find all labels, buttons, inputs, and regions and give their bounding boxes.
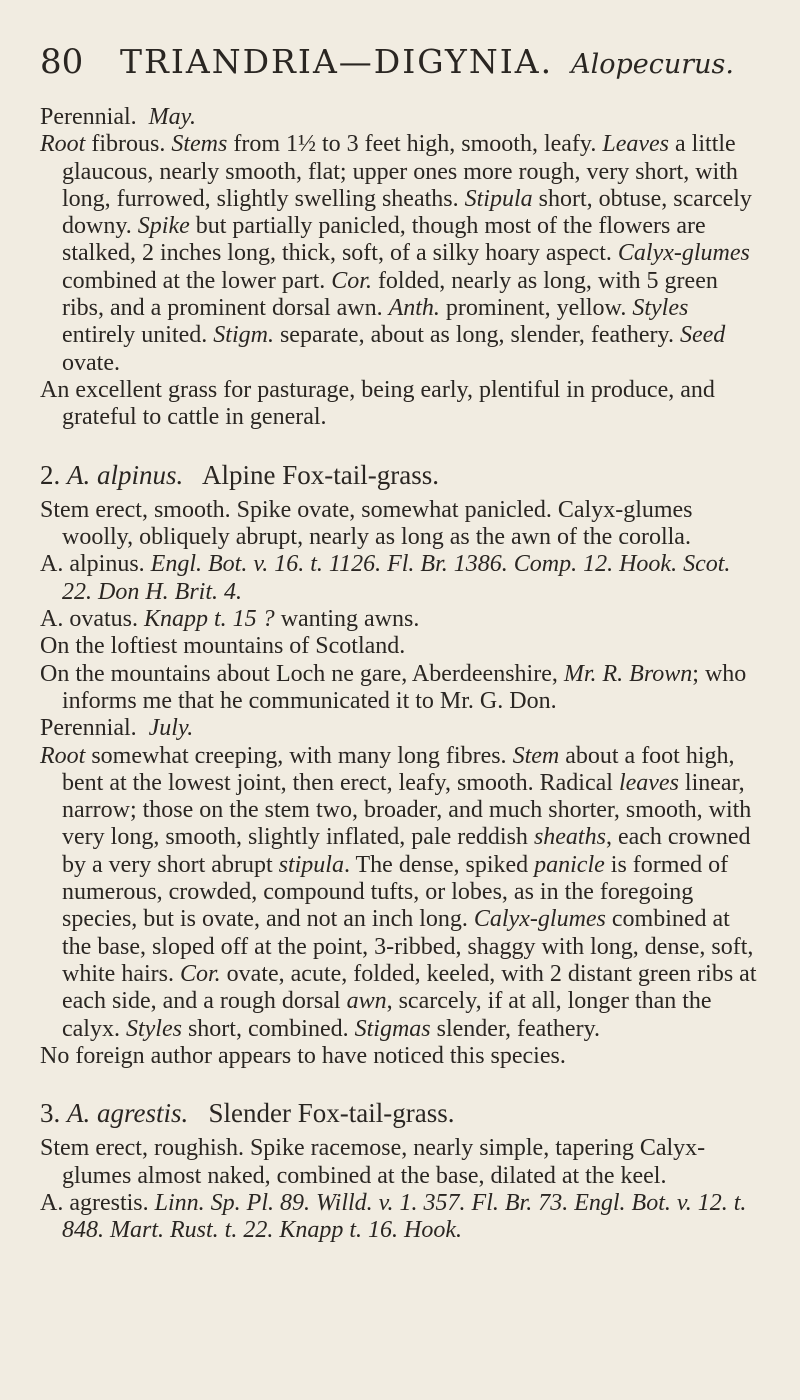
sp1-t-spike-desc: but partially panicled, though most of the flowers are stalked, 2 inches long, thick, soft, of a silky hoary aspect. (62, 213, 706, 267)
sp2-syn2-ref: Knapp t. 15 ? (144, 606, 275, 633)
sp3-synonym-1 (40, 1190, 760, 1245)
sp2-diagnosis: Stem erect, smooth. Spike ovate, somewhat panicled. Calyx-glumes woolly, obliquely abrupt, nearly as long as the awn of the corolla. (40, 496, 693, 551)
class-order-title: TRIANDRIA—DIGYNIA. (120, 42, 554, 81)
sp2-synonym-1 (40, 551, 760, 606)
sp2-t-calyx: Calyx-glumes (473, 906, 606, 933)
sp2-t-leaves-desc: linear, narrow; those on the stem two, broader, and much shorter, smooth, with very long, smooth, slightly inflated, pale reddish (62, 769, 752, 851)
sp2-duration (40, 715, 760, 742)
sp2-locality-b: ; who informs me that he communicated it to Mr. G. Don. (62, 660, 747, 714)
sp2-t-panicle: panicle (534, 851, 605, 878)
sp2-t-cor: Cor. (179, 960, 221, 987)
sp2-t-root-desc: somewhat creeping, with many long fibres. (85, 742, 513, 769)
sp2-t-styles-desc: short, combined. (181, 1015, 355, 1042)
genus-title: Alopecurus. (571, 49, 734, 80)
sp3-latin: A. agrestis. (67, 1098, 189, 1129)
sp2-t-awn-desc: , scarcely, if at all, longer than the calyx. (62, 988, 712, 1042)
sp2-syn1-name: A. alpinus. (40, 551, 151, 578)
sp1-t-root: Root (40, 131, 86, 158)
sp1-t-stipula: Stipula (464, 185, 533, 212)
sp2-month: July. (148, 715, 194, 742)
sp2-t-styles: Styles (125, 1015, 182, 1042)
sp2-t-stipula-desc: . The dense, spiked (343, 851, 535, 878)
sp1-t-stigm: Stigm. (213, 322, 274, 349)
sp2-description (40, 743, 760, 1043)
sp2-number: 2. (40, 459, 67, 490)
sp3-common: Slender Fox-tail-grass. (208, 1098, 455, 1129)
sp3-syn1-ref: Linn. Sp. Pl. 89. Willd. v. 1. 357. Fl. Br. 73. Engl. Bot. v. 12. t. 848. Mart. Rust. t. 22. Knapp t. 16. Hook. (62, 1189, 747, 1244)
sp2-t-cor-desc: ovate, acute, folded, keeled, with 2 distant green ribs at each side, and a rough dorsal (62, 960, 757, 1015)
sp2-syn2-note: wanting awns. (274, 606, 420, 633)
sp2-locality-mr: Mr. R. Brown (563, 660, 693, 687)
sp2-syn1-ref: Engl. Bot. v. 16. t. 1126. Fl. Br. 1386. Comp. 12. Hook. Scot. 22. Don H. Brit. 4. (62, 551, 731, 605)
sp2-syn2-name: A. ovatus. (40, 606, 144, 633)
sp3-number: 3. (40, 1098, 67, 1129)
sp2-t-sheaths-desc: , each crowned by a very short abrupt (62, 824, 751, 878)
sp1-t-stigm-desc: separate, about as long, slender, feathery. (273, 322, 680, 349)
sp2-t-stem-desc: about a foot high, bent at the lowest joint, then erect, leafy, smooth. Radical (62, 742, 735, 796)
sp2-t-stigmas: Stigmas (354, 1015, 431, 1042)
sp2-synonym-2 (40, 606, 760, 633)
sp1-perennial: Perennial. (40, 104, 137, 130)
sp2-t-stipula: stipula (278, 851, 344, 878)
sp2-heading (40, 459, 760, 490)
sp2-t-root: Root (40, 742, 86, 769)
sp1-t-cor: Cor. (331, 267, 372, 294)
sp2-perennial: Perennial. (40, 715, 137, 742)
sp2-t-calyx-desc: combined at the base, sloped off at the point, 3-ribbed, shaggy with long, dense, soft, white hairs. (62, 906, 754, 987)
sp1-t-calyx-desc: combined at the lower part. (62, 267, 332, 294)
sp1-remark: An excellent grass for pasturage, being early, plentiful in produce, and grateful to cattle in general. (40, 376, 715, 431)
page-header (40, 42, 760, 82)
sp1-t-root-desc: fibrous. (85, 131, 172, 158)
sp1-t-styles: Styles (632, 295, 689, 322)
sp1-t-leaves: Leaves (602, 131, 670, 158)
sp1-t-spike: Spike (137, 213, 190, 240)
sp2-locality-a: On the mountains about Loch ne gare, Aberdeenshire, (40, 660, 564, 687)
sp1-t-stems-desc: from 1½ to 3 feet high, smooth, leafy. (227, 131, 603, 158)
sp1-t-cor-desc: folded, nearly as long, with 5 green ribs, and a prominent dorsal awn. (62, 267, 718, 322)
sp1-t-stipula-desc: short, obtuse, scarcely downy. (62, 185, 752, 240)
sp2-latin: A. alpinus. (67, 459, 184, 490)
sp2-locality (40, 661, 760, 716)
sp1-t-stems: Stems (171, 131, 228, 158)
page-number: 80 (40, 42, 84, 82)
sp1-description (40, 131, 760, 377)
sp1-t-anth: Anth. (388, 295, 440, 322)
sp3-heading (40, 1100, 760, 1127)
sp3-syn1-name: A. agrestis. (40, 1189, 155, 1216)
sp2-habitat: On the loftiest mountains of Scotland. (40, 633, 406, 660)
sp2-t-leaves: leaves (618, 769, 679, 796)
sp1-t-styles-desc: entirely united. (62, 322, 214, 349)
sp1-duration (40, 104, 760, 131)
sp2-common: Alpine Fox-tail-grass. (202, 459, 439, 490)
sp1-t-anth-desc: prominent, yellow. (439, 295, 633, 322)
sp3-diagnosis: Stem erect, roughish. Spike racemose, nearly simple, tapering Calyx-glumes almost naked, combined at the base, dilated at the keel. (40, 1135, 706, 1189)
sp2-t-awn: awn (346, 988, 387, 1015)
running-title (120, 42, 760, 81)
sp1-t-calyx: Calyx-glumes (617, 240, 750, 267)
sp1-t-leaves-desc: a little glaucous, nearly smooth, flat; upper ones more rough, very short, with long, furrowed, slightly swelling sheaths. (62, 131, 738, 212)
sp2-t-panicle-desc: is formed of numerous, crowded, compound tufts, or lobes, as in the foregoing species, but is ovate, and not an inch long. (62, 851, 729, 933)
page-body (40, 104, 760, 1245)
sp1-month: May. (148, 104, 196, 130)
sp2-t-stigmas-desc: slender, feathery. (430, 1015, 601, 1042)
sp2-t-stem: Stem (512, 742, 560, 769)
sp1-t-seed: Seed (679, 322, 726, 349)
sp2-t-sheaths: sheaths (533, 824, 606, 851)
sp1-t-seed-desc: ovate. (62, 349, 120, 376)
sp2-remark: No foreign author appears to have noticed this species. (40, 1042, 566, 1069)
